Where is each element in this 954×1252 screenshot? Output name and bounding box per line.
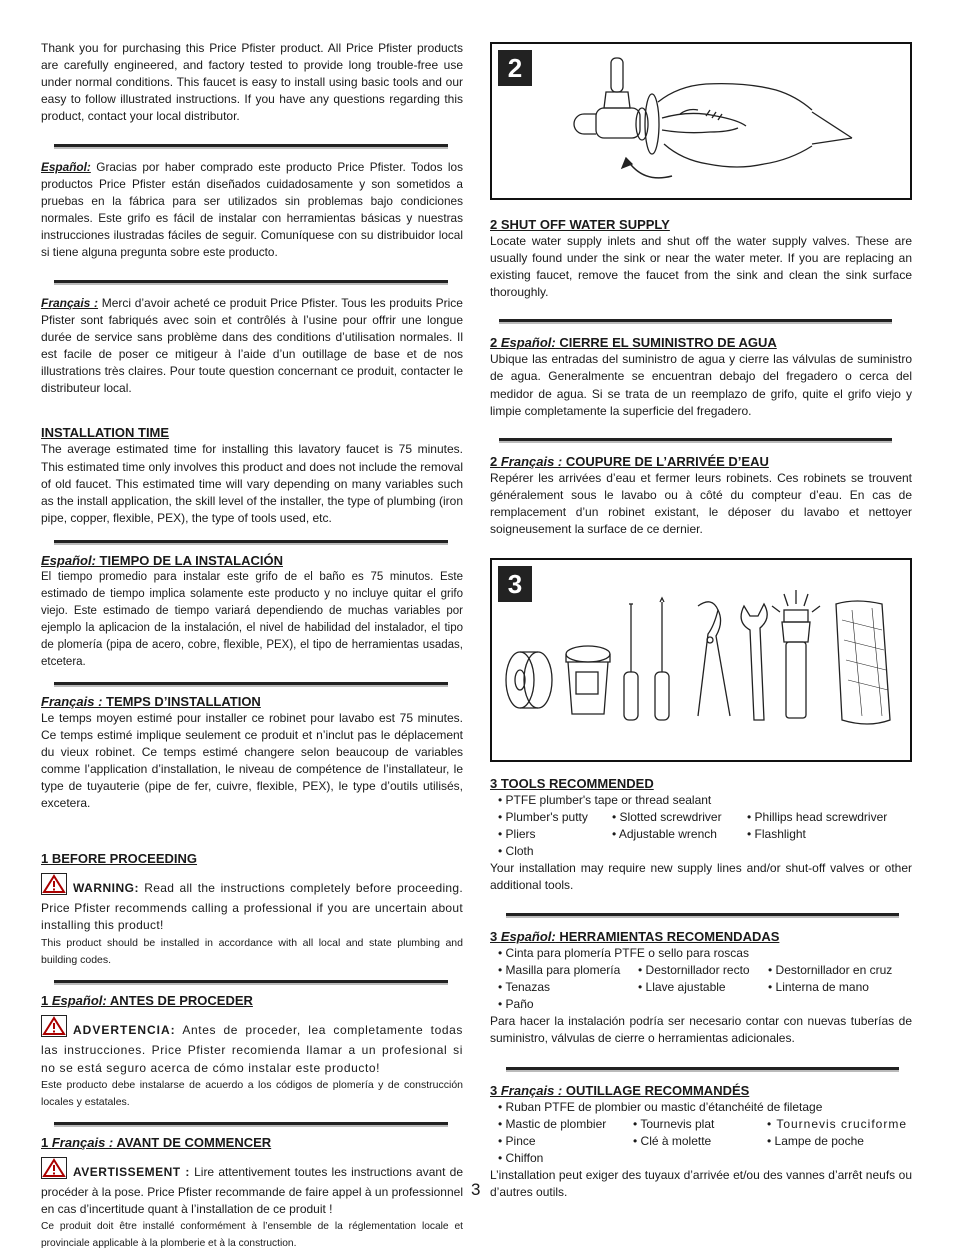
tool-item: • Lampe de poche bbox=[767, 1133, 864, 1148]
tool-item: • Adjustable wrench bbox=[612, 827, 717, 842]
install-time-spanish-title: TIEMPO DE LA INSTALACIÓN bbox=[95, 552, 283, 568]
step1-spanish-note: Este producto debe instalarse de acuerdo a los códigos de plomería y de construcción locales y estatales. bbox=[41, 1078, 463, 1108]
step3-french-note: L’installation peut exiger des tuyaux d’arrivée et/ou des vannes d’arrêt neufs ou d’autres outils. bbox=[490, 1167, 912, 1199]
step2-french-label: Français : bbox=[500, 453, 563, 469]
tools-illustration bbox=[492, 560, 912, 760]
divider bbox=[499, 438, 892, 441]
step2-spanish: Ubique las entradas del suministro de agua y cierre las válvulas de suministro de agua. Generalmente se encuentran debajo del fregadero o cerca del medidor de agua. Si se trata de un reemplazo de grifo, quite el grifo viejo y limpie completamente la superficie del fregadero. bbox=[490, 352, 912, 418]
page-number: 3 bbox=[471, 1180, 481, 1199]
intro-french-label: Français : bbox=[41, 295, 99, 310]
step1-french-heading bbox=[41, 1134, 463, 1151]
avertissement-text: Lire attentivement toutes les instructions avant de procéder à la pose. Price Pfister recommande de faire appel à un professionnel en cas d’incertitude quant à l’installation de ce produit ! bbox=[41, 1164, 464, 1216]
step2-heading: 2 SHUT OFF WATER SUPPLY bbox=[490, 217, 670, 232]
divider bbox=[54, 1122, 448, 1125]
step1-spanish-number: 1 bbox=[41, 993, 52, 1009]
install-time-french-label: Français : bbox=[41, 693, 103, 709]
intro-french bbox=[41, 295, 463, 398]
warning-triangle-icon bbox=[41, 873, 67, 900]
tool-item: • Destornillador en cruz bbox=[768, 963, 893, 978]
step2-spanish-label: Español: bbox=[500, 335, 556, 351]
install-time-spanish-label: Español: bbox=[41, 552, 96, 568]
tool-item: • Chiffon bbox=[498, 1150, 544, 1165]
tool-item: • Flashlight bbox=[747, 827, 806, 842]
warning-text: Read all the instructions completely before proceeding. Price Pfister recommends calling a professional if you are uncertain about installing this product! bbox=[41, 881, 463, 933]
step1-french-note: Ce produit doit être installé conformément à l’ensemble de la réglementation locale et provinciale applicable à la plomberie et à la construction. bbox=[41, 1220, 463, 1249]
tool-item: • Plumber's putty bbox=[498, 810, 588, 825]
step1-french-warning bbox=[41, 1157, 463, 1218]
step2-spanish-title: CIERRE EL SUMINISTRO DE AGUA bbox=[555, 335, 777, 351]
tool-item: • Slotted screwdriver bbox=[612, 810, 722, 825]
left-column bbox=[41, 40, 463, 1252]
step3-spanish-note: Para hacer la instalación podría ser necesario contar con nuevas tuberías de suministro, válvulas de cierre o herramientas adicionales. bbox=[490, 1014, 912, 1046]
step1-spanish-label: Español: bbox=[51, 993, 107, 1009]
step1-warning bbox=[41, 873, 463, 934]
tool-item: • Cinta para plomería PTFE o sello para roscas bbox=[498, 946, 749, 961]
step3-spanish-number: 3 bbox=[490, 929, 501, 945]
step3-heading: 3 TOOLS RECOMMENDED bbox=[490, 776, 654, 792]
tools-list-spanish bbox=[490, 945, 912, 1013]
intro-spanish-text: Gracias por haber comprado este producto Price Pfister. Todos los productos Price Pfister están diseñados cuidadosamente y son sometidos a pruebas en la fábrica para ser utilizados sin problemas bajo condiciones normales. Este grifo es fácil de instalar con herramientas básicas y nuestras instrucciones ilustradas fáciles de seguir. Comuníquese con su distribuidor local si tiene alguna pregunta sobre este producto. bbox=[41, 160, 463, 259]
step2-spanish-heading bbox=[490, 334, 912, 351]
tool-item: • Cloth bbox=[498, 844, 534, 859]
tool-item: • Tournevis plat bbox=[633, 1116, 715, 1131]
divider bbox=[506, 913, 899, 916]
figure-2 bbox=[490, 42, 912, 200]
warning-label: WARNING: bbox=[73, 881, 139, 896]
tool-item: • Llave ajustable bbox=[638, 980, 726, 995]
step2-french-title: COUPURE DE L’ARRIVÉE D’EAU bbox=[562, 453, 769, 469]
step1-note: This product should be installed in accordance with all local and state plumbing and building codes. bbox=[41, 937, 463, 967]
tool-item: • Phillips head screwdriver bbox=[747, 810, 888, 825]
step3-french-heading bbox=[490, 1082, 912, 1099]
figure-2-number: 2 bbox=[498, 50, 532, 86]
tool-item: • Pliers bbox=[498, 827, 536, 842]
warning-triangle-icon bbox=[41, 1015, 67, 1042]
install-time-english: The average estimated time for installing this lavatory faucet is 75 minutes. This estimated time only involves this product and does not include the removal of old faucet. This estimated time will vary depending on many variables such as the install application, the skill level of the installer, the type of plumbing (iron pipe, copper, flexible, PEX), the type of tools used, etc. bbox=[41, 442, 463, 525]
step1-french-label: Français : bbox=[51, 1134, 114, 1150]
divider bbox=[54, 540, 448, 543]
divider bbox=[54, 980, 448, 983]
tool-item: • Paño bbox=[498, 997, 534, 1012]
advertencia-label: ADVERTENCIA: bbox=[73, 1023, 176, 1038]
step1-spanish-heading bbox=[41, 992, 463, 1009]
step3-english-note: Your installation may require new supply lines and/or shut-off valves or other additional tools. bbox=[490, 861, 912, 893]
avertissement-label: AVERTISSEMENT : bbox=[73, 1164, 190, 1179]
step3-spanish-title: HERRAMIENTAS RECOMENDADAS bbox=[555, 929, 780, 945]
step1-spanish-warning bbox=[41, 1015, 463, 1076]
install-time-spanish-heading bbox=[41, 552, 463, 569]
step1-heading: 1 BEFORE PROCEEDING bbox=[41, 851, 198, 867]
step1-french-number: 1 bbox=[41, 1134, 52, 1150]
tools-list-english bbox=[490, 792, 912, 860]
intro-english: Thank you for purchasing this Price Pfister product. All Price Pfister products are carefully engineered, and factory tested to provide long trouble-free use under normal conditions. This faucet is easy to install using basic tools and our easy to follow illustrated instructions. If you have any questions regarding this product, contact your local distributor. bbox=[41, 41, 463, 124]
tool-item: • Masilla para plomería bbox=[498, 963, 621, 978]
step3-spanish-label: Español: bbox=[500, 929, 556, 945]
install-time-heading: INSTALLATION TIME bbox=[41, 425, 170, 441]
install-time-french-title: TEMPS D’INSTALLATION bbox=[102, 693, 261, 709]
tool-item: • Ruban PTFE de plombier ou mastic d’étanchéité de filetage bbox=[498, 1099, 823, 1114]
divider bbox=[499, 319, 892, 322]
step3-french-title: OUTILLAGE RECOMMANDÉS bbox=[562, 1082, 750, 1098]
install-time-french: Le temps moyen estimé pour installer ce robinet pour lavabo est 75 minutes. Ce temps estimé implique seulement ce produit et n’inclut pas le déplacement du vieux robinet. Ce temps estimé changere selon beaucoup de variables comme l’application d’installation, le niveau de compétence de l’installateur, le type de tuyauterie (pipe de fer, cuivre, flexible, PEX), le type d’outils utilisés, excetera. bbox=[41, 710, 463, 810]
tool-item: • Clé à molette bbox=[633, 1133, 712, 1148]
tool-item: • Tenazas bbox=[498, 980, 551, 995]
step2-french: Repérer les arrivées d’eau et fermer leurs robinets. Ces robinets se trouvent généralement sous le lavabo ou à côté du compteur d’eau. En cas de remplacement d’un robinet existant, le déposer du lavabo et nettoyer soigneusement la surface de ce dernier. bbox=[490, 470, 912, 537]
tools-list-french bbox=[490, 1099, 912, 1167]
divider bbox=[54, 144, 448, 147]
advertencia-text: Antes de proceder, lea completamente todas las instrucciones. Price Pfister recomienda llamar a un profesional si no se está seguro acerca de cómo instalar este producto! bbox=[41, 1023, 463, 1075]
hand-valve-illustration bbox=[492, 44, 912, 198]
divider bbox=[506, 1067, 899, 1070]
divider bbox=[54, 280, 448, 283]
tool-item: • Destornillador recto bbox=[638, 963, 750, 978]
intro-french-text: Merci d’avoir acheté ce produit Price Pfister. Tous les produits Price Pfister sont fabriqués avec soin et contrôlés à l’usine pour offrir une longue durée de service sans problème dans des conditions d’utilisation normales. Il est facile de poser ce mitigeur à l’aide d’un outillage de base et de nos illustrations très claires. Pour toute question concernant ce produit, contacter le distributeur local. bbox=[41, 295, 463, 396]
tool-item: • Mastic de plombier bbox=[498, 1116, 607, 1131]
intro-spanish bbox=[41, 159, 463, 260]
step1-french-title: AVANT DE COMMENCER bbox=[113, 1134, 272, 1150]
tool-item: • PTFE plumber's tape or thread sealant bbox=[498, 793, 712, 808]
step3-french-number: 3 bbox=[490, 1082, 501, 1098]
step3-spanish-heading bbox=[490, 928, 912, 945]
step2-french-heading bbox=[490, 453, 912, 470]
step3-french-label: Français : bbox=[500, 1082, 563, 1098]
tool-item: • Tournevis cruciforme bbox=[767, 1116, 908, 1131]
step1-spanish-title: ANTES DE PROCEDER bbox=[106, 993, 253, 1009]
step2-french-number: 2 bbox=[490, 453, 501, 469]
tool-item: • Pince bbox=[498, 1133, 536, 1148]
warning-triangle-icon bbox=[41, 1157, 67, 1184]
figure-3 bbox=[490, 558, 912, 762]
intro-spanish-label: Español: bbox=[41, 160, 91, 175]
right-column bbox=[490, 42, 912, 1201]
install-time-spanish: El tiempo promedio para instalar este grifo de el baño es 75 minutos. Este estimado de tiempo implica solamente este producto y no incluye quitar el grifo viejo. Este estimado de tiempo variará dependiendo de muchas variables por ejemplo la aplicacion de la instalación, el nivel de habilidad del instalador, el tipo de plomería (pipa de acero, cobre, flexible, PEX), el tipo de herramientas usadas, etcetera. bbox=[41, 570, 463, 669]
figure-3-number: 3 bbox=[498, 566, 532, 602]
install-time-french-heading bbox=[41, 693, 463, 710]
divider bbox=[54, 682, 448, 685]
step2-spanish-number: 2 bbox=[490, 335, 501, 351]
step2-english: Locate water supply inlets and shut off the water supply valves. These are usually found under the sink or near the water meter. If you are replacing an existing faucet, remove the faucet from the sink and clean the sink surface thoroughly. bbox=[490, 234, 912, 300]
tool-item: • Linterna de mano bbox=[768, 980, 869, 995]
